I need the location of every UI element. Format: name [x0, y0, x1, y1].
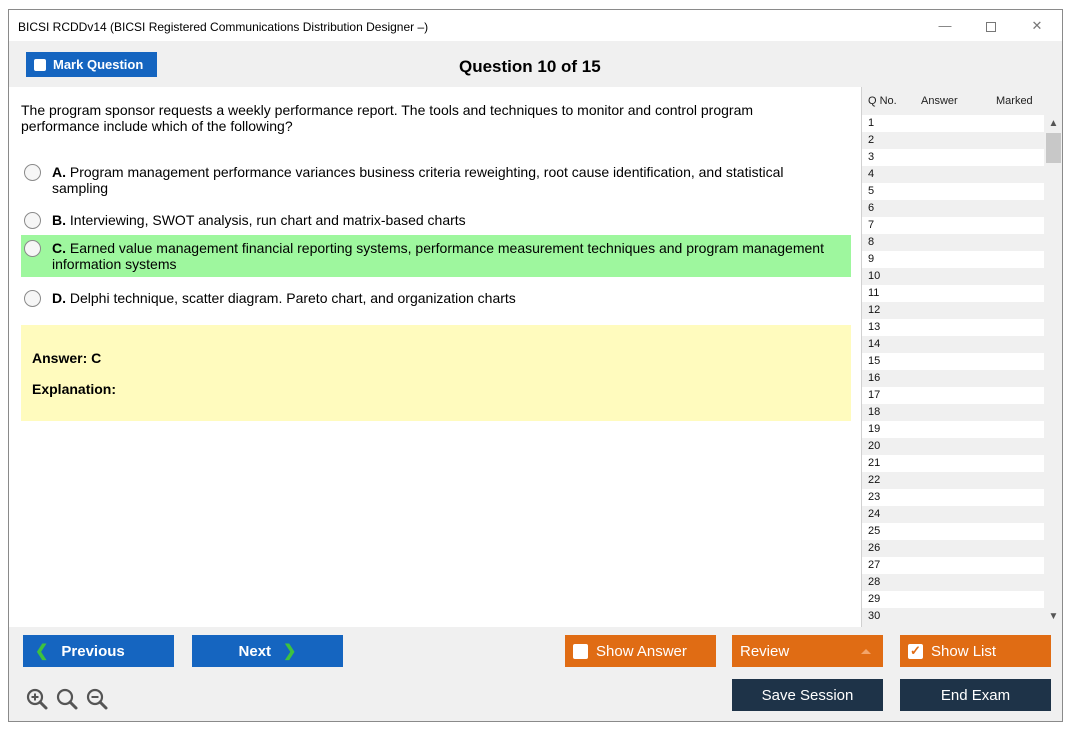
marked-column-header[interactable]: Marked — [996, 95, 1033, 107]
end-exam-button[interactable] — [900, 679, 1051, 711]
option-d-letter: D. — [52, 290, 66, 306]
question-list-row[interactable]: 28 — [862, 574, 1044, 591]
save-session-button[interactable] — [732, 679, 883, 711]
question-list-row[interactable]: 7 — [862, 217, 1044, 234]
previous-label: Previous — [61, 642, 125, 660]
window-title: BICSI RCDDv14 (BICSI Registered Communications Distribution Designer –) — [18, 20, 429, 34]
option-b[interactable] — [21, 207, 851, 233]
previous-button[interactable] — [23, 635, 174, 667]
maximize-icon — [986, 22, 996, 32]
mark-checkbox-icon — [34, 59, 46, 71]
next-label: Next — [238, 642, 272, 660]
option-a-letter: A. — [52, 164, 66, 180]
review-label: Review — [740, 642, 790, 660]
question-text: The program sponsor requests a weekly performance report. The tools and techniques to monitor and control program performance include which of the following? — [21, 102, 754, 134]
option-b-letter: B. — [52, 212, 66, 228]
question-list-row[interactable]: 10 — [862, 268, 1044, 285]
question-counter: Question 10 of 15 — [459, 57, 601, 76]
question-list-row[interactable]: 18 — [862, 404, 1044, 421]
footer-toolbar — [9, 627, 1062, 722]
question-list-row[interactable]: 24 — [862, 506, 1044, 523]
show-answer-label: Show Answer — [596, 642, 687, 660]
question-list-row[interactable]: 29 — [862, 591, 1044, 608]
question-list-row[interactable]: 5 — [862, 183, 1044, 200]
save-session-label: Save Session — [761, 686, 854, 704]
question-list-row[interactable]: 8 — [862, 234, 1044, 251]
zoom-in-icon[interactable] — [25, 687, 49, 711]
next-button[interactable] — [192, 635, 343, 667]
minimize-button[interactable]: — — [938, 18, 952, 33]
question-list-rows — [862, 115, 1044, 625]
question-list-row[interactable]: 19 — [862, 421, 1044, 438]
show-list-button[interactable] — [900, 635, 1051, 667]
question-list-row[interactable]: 13 — [862, 319, 1044, 336]
question-list-row[interactable]: 4 — [862, 166, 1044, 183]
answer-label: Answer: C — [32, 350, 102, 366]
answer-panel — [21, 325, 851, 421]
close-button[interactable]: ✕ — [1031, 18, 1043, 33]
option-c-letter: C. — [52, 240, 66, 256]
option-a-radio[interactable] — [24, 164, 41, 181]
chevron-left-icon: ❮ — [35, 643, 49, 660]
question-list-row[interactable]: 26 — [862, 540, 1044, 557]
caret-up-icon — [861, 649, 871, 654]
scroll-thumb[interactable] — [1046, 133, 1061, 163]
app-window — [8, 9, 1063, 722]
answer-column-header[interactable]: Answer — [921, 95, 958, 107]
option-b-text: Interviewing, SWOT analysis, run chart and matrix-based charts — [69, 212, 466, 228]
chevron-right-icon: ❯ — [283, 643, 297, 660]
zoom-reset-icon[interactable] — [55, 687, 79, 711]
option-a[interactable] — [21, 159, 851, 201]
option-c-radio[interactable] — [24, 240, 41, 257]
option-b-radio[interactable] — [24, 212, 41, 229]
option-d-radio[interactable] — [24, 290, 41, 307]
question-list-row[interactable]: 6 — [862, 200, 1044, 217]
question-list-row[interactable]: 2 — [862, 132, 1044, 149]
show-list-checkbox-icon: ✓ — [908, 644, 923, 659]
question-list-row[interactable]: 12 — [862, 302, 1044, 319]
review-dropdown[interactable] — [732, 635, 883, 667]
scroll-up-icon[interactable]: ▲ — [1048, 118, 1059, 129]
question-list-row[interactable]: 14 — [862, 336, 1044, 353]
show-list-label: Show List — [931, 642, 997, 660]
option-d[interactable] — [21, 285, 851, 311]
question-list-row[interactable]: 15 — [862, 353, 1044, 370]
explanation-label: Explanation: — [32, 381, 117, 397]
question-panel — [9, 87, 861, 627]
question-list-panel — [861, 87, 1063, 627]
question-list-row[interactable]: 30 — [862, 608, 1044, 625]
question-list-row[interactable]: 20 — [862, 438, 1044, 455]
question-list-row[interactable]: 27 — [862, 557, 1044, 574]
question-list-scrollbar[interactable] — [1045, 115, 1062, 625]
question-list-row[interactable]: 16 — [862, 370, 1044, 387]
option-d-text: Delphi technique, scatter diagram. Pareto chart, and organization charts — [69, 290, 516, 306]
option-c[interactable] — [21, 235, 851, 277]
maximize-button[interactable] — [969, 13, 1013, 39]
end-exam-label: End Exam — [940, 686, 1011, 704]
option-a-text: Program management performance variances business criteria reweighting, root cause identification, and statistical sampling — [52, 164, 784, 196]
show-answer-button[interactable] — [565, 635, 716, 667]
question-list-header — [862, 87, 1063, 113]
question-header — [9, 41, 1062, 87]
question-list-row[interactable]: 23 — [862, 489, 1044, 506]
question-list-row[interactable]: 17 — [862, 387, 1044, 404]
question-list-row[interactable]: 22 — [862, 472, 1044, 489]
zoom-out-icon[interactable] — [85, 687, 109, 711]
question-list-row[interactable]: 3 — [862, 149, 1044, 166]
question-list-row[interactable]: 21 — [862, 455, 1044, 472]
question-list-row[interactable]: 25 — [862, 523, 1044, 540]
scroll-down-icon[interactable]: ▼ — [1048, 611, 1059, 622]
question-list-row[interactable]: 9 — [862, 251, 1044, 268]
option-c-text: Earned value management financial reporting systems, performance measurement techniques and program management information systems — [52, 240, 824, 272]
qno-column-header[interactable]: Q No. — [868, 95, 897, 107]
mark-question-button[interactable] — [26, 52, 157, 77]
title-bar — [9, 10, 1062, 41]
mark-question-label: Mark Question — [53, 57, 144, 72]
show-answer-checkbox-icon — [573, 644, 588, 659]
question-list-row[interactable]: 11 — [862, 285, 1044, 302]
question-list-row[interactable]: 1 — [862, 115, 1044, 132]
